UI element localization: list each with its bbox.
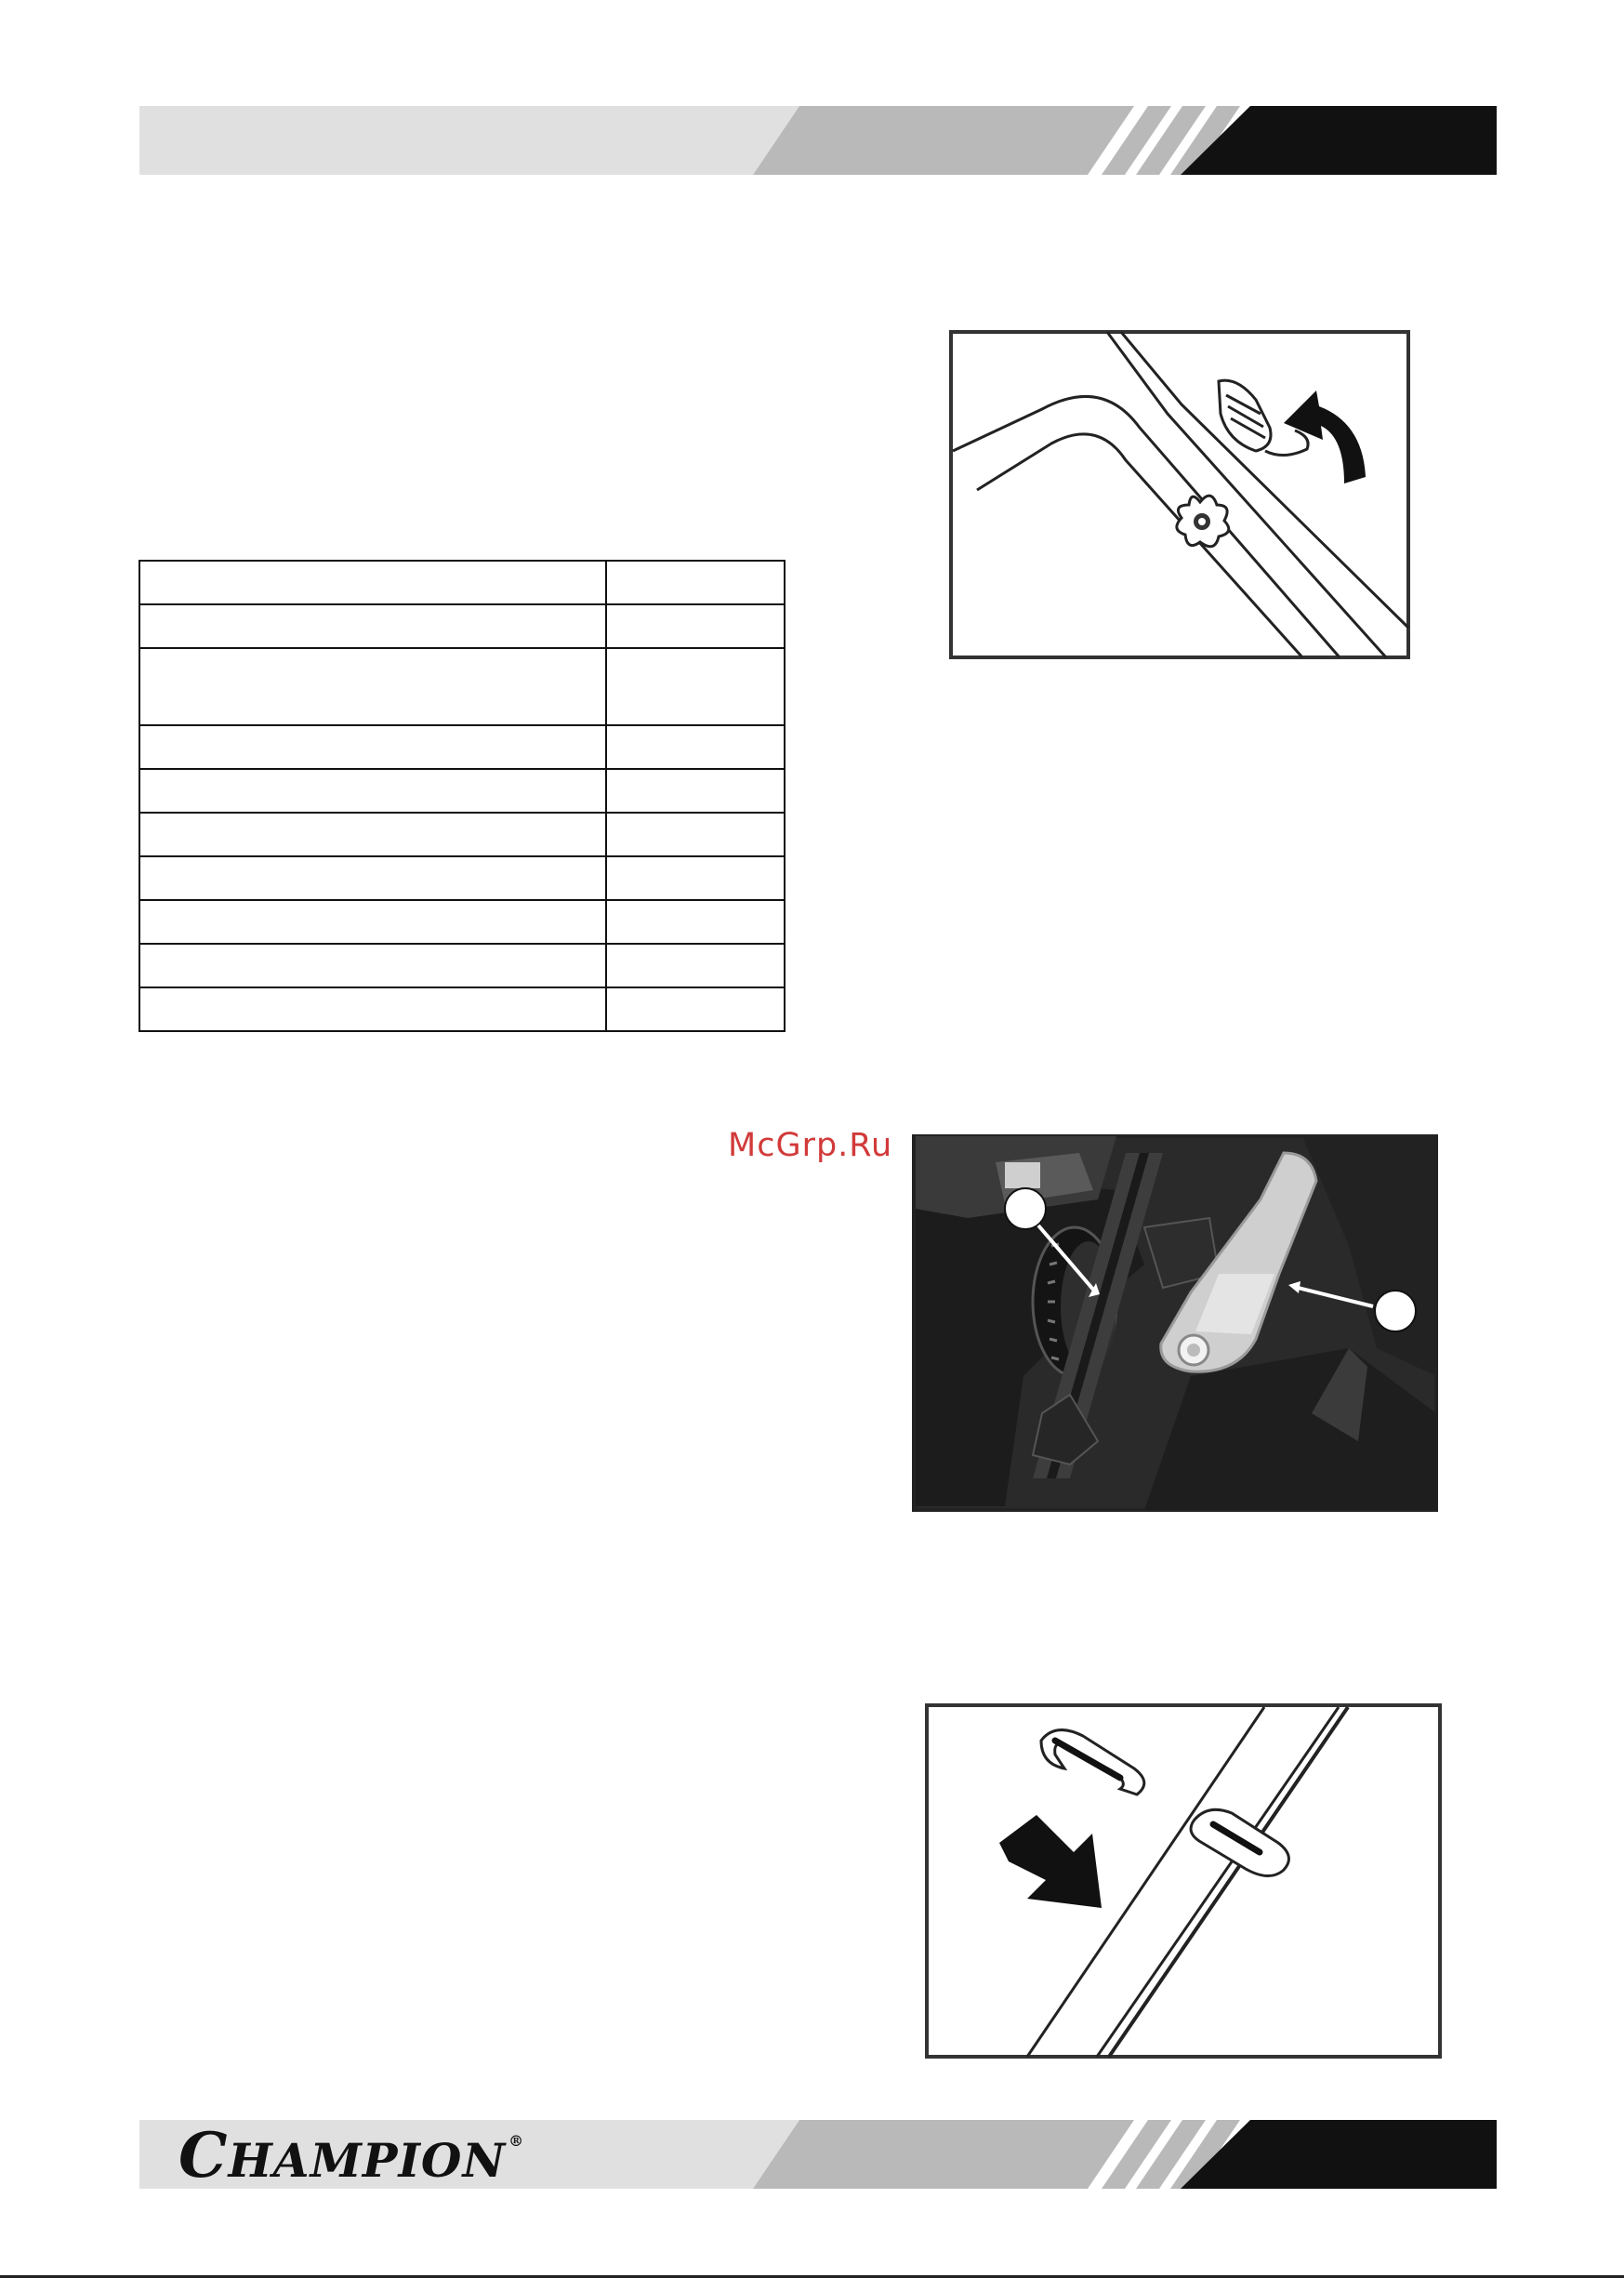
- table-row: [139, 944, 785, 987]
- table-row: [139, 856, 785, 900]
- champion-logo: CHAMPION ®: [178, 2119, 525, 2192]
- table-row: [139, 813, 785, 856]
- table-row: [139, 725, 785, 769]
- table-row: [139, 604, 785, 648]
- table-row: [139, 900, 785, 944]
- table-row: [139, 561, 785, 604]
- table-row: [139, 987, 785, 1031]
- table-row: [139, 769, 785, 813]
- watermark-text: McGrp.Ru: [728, 1127, 893, 1164]
- spec-table: [139, 560, 786, 1032]
- table-row: [139, 648, 785, 725]
- cable-clip-figure: [925, 1703, 1442, 2059]
- height-adjust-lever-photo: [912, 1134, 1438, 1512]
- height-adjust-figure: [912, 1134, 1438, 1512]
- handle-folding-figure: [949, 330, 1410, 659]
- header-band: [139, 106, 1497, 175]
- handle-folding-arrow-icon: [949, 330, 1410, 659]
- cable-clip-arrow-icon: [925, 1703, 1442, 2059]
